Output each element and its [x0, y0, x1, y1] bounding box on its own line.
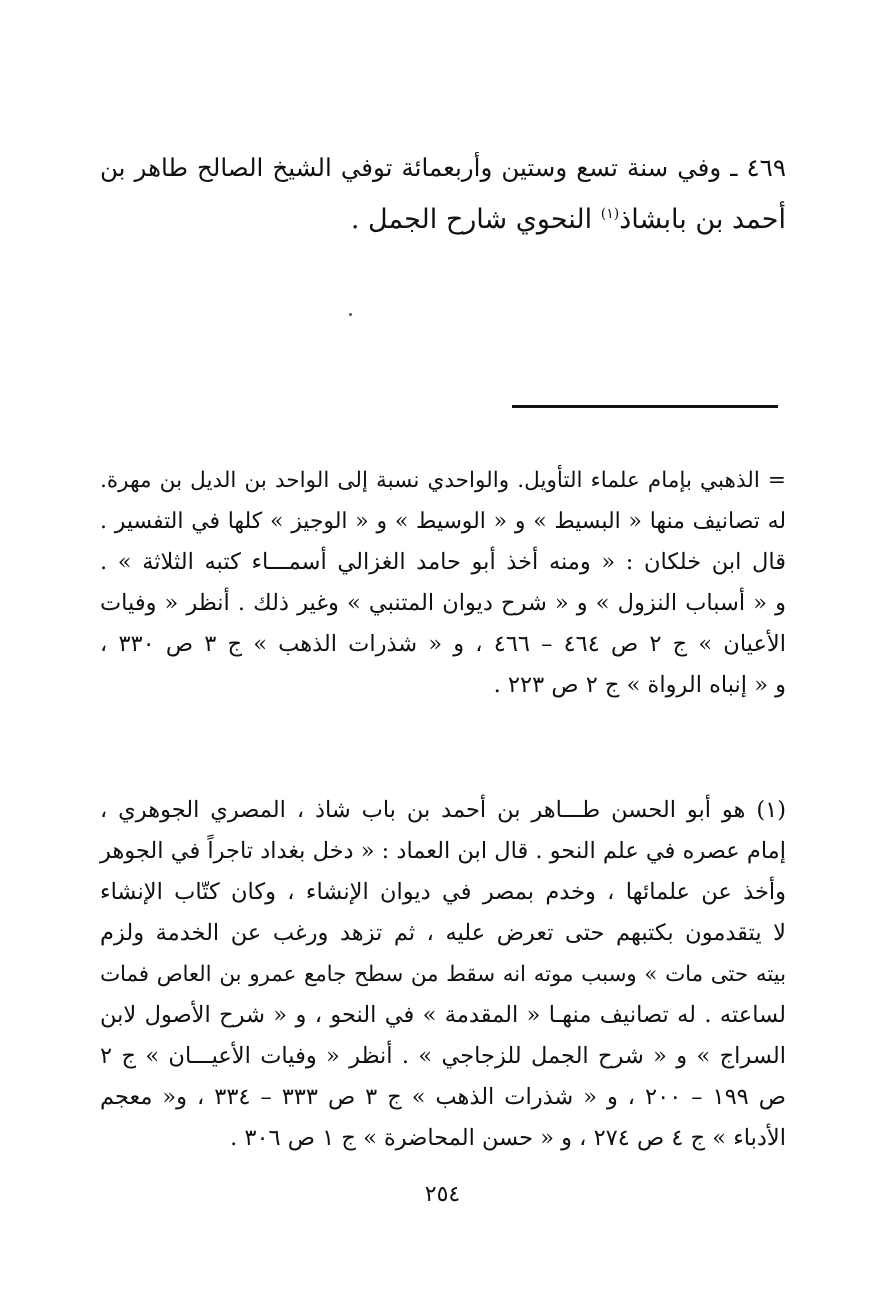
footnote-line: له تصانيف منها « البسيط » و « الوسيط » و « الوجيز » كلها في التفسير .	[100, 509, 786, 534]
footnote-line: لساعته . له تصانيف منهـا « المقدمة » في النحو ، و « شرح الأصول لابن	[100, 1002, 786, 1028]
footnote-line: و « إنباه الرواة » ج ٢ ص ٢٢٣ .	[493, 672, 786, 698]
footnote-line: لا يتقدمون بكتبهم حتى تعرض عليه ، ثم تزهد ورغب عن الخدمة ولزم	[100, 920, 786, 946]
footnote-line: الأعيان » ج ٢ ص ٤٦٤ – ٤٦٦ ، و « شذرات الذهب » ج ٣ ص ٣٣٠ ،	[100, 631, 786, 657]
footnote-line: و « أسباب النزول » و « شرح ديوان المتنبي » وغير ذلك . أنظر « وفيات	[100, 590, 786, 616]
footnote-line: ص ١٩٩ – ٢٠٠ ، و « شذرات الذهب » ج ٣ ص ٣٣٣ – ٣٣٤ ، و« معجم	[100, 1084, 786, 1110]
footnote-continuation	[100, 460, 786, 706]
entry-line-2-start: أحمد بن بابشاذ	[619, 204, 786, 235]
footnote-line: بيته حتى مات » وسبب موته انه سقط من سطح جامع عمرو بن العاص فمات	[100, 962, 786, 987]
entry-line-2-end: النحوي شارح الجمل .	[350, 204, 601, 235]
footnote-line: وأخذ عن علمائها ، وخدم بمصر في ديوان الإنشاء ، وكان كتّاب الإنشاء	[100, 879, 786, 905]
entry-line-1: ٤٦٩ ـ وفي سنة تسع وستين وأربعمائة توفي الشيخ الصالح طاهر بن	[100, 153, 786, 182]
footnote-separator	[512, 405, 778, 408]
page-number: ٢٥٤	[424, 1182, 461, 1207]
footnote-line: = الذهبي بإمام علماء التأويل. والواحدي نسبة إلى الواحد بن الديل بن مهرة.	[100, 468, 786, 493]
footnote-reference-1: (١)	[600, 206, 620, 222]
footnote-line: (١) هو أبو الحسن طـــاهر بن أحمد بن باب شاذ ، المصري الجوهري ،	[100, 797, 786, 823]
paper-speck	[349, 313, 352, 316]
footnote-line: إمام عصره في علم النحو . قال ابن العماد : « دخل بغداد تاجراً في الجوهر	[100, 838, 786, 864]
footnote-line: السراج » و « شرح الجمل للزجاجي » . أنظر « وفيات الأعيـــان » ج ٢	[100, 1043, 786, 1069]
entry-line-2	[100, 194, 786, 246]
footnote-1	[100, 790, 786, 1159]
footnote-line: قال ابن خلكان : « ومنه أخذ أبو حامد الغزالي أسمـــاء كتبه الثلاثة » .	[100, 549, 786, 575]
footnote-line: الأدباء » ج ٤ ص ٢٧٤ ، و « حسن المحاضرة » ج ١ ص ٣٠٦ .	[230, 1125, 786, 1151]
main-entry-paragraph	[100, 142, 786, 246]
